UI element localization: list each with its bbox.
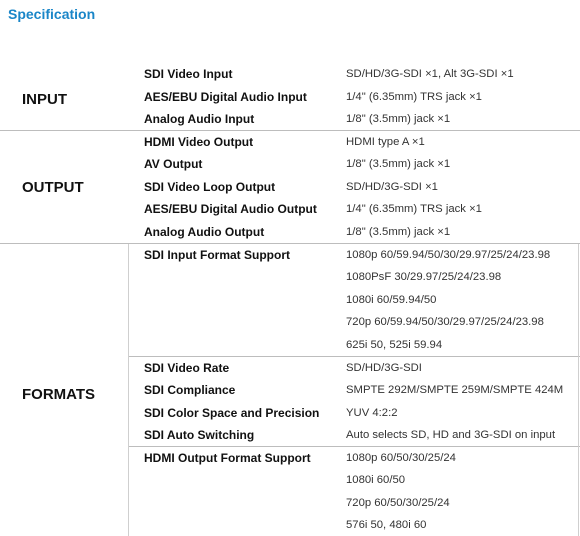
column-divider bbox=[578, 244, 579, 536]
spec-value: 1/8" (3.5mm) jack ×1 bbox=[346, 226, 451, 238]
subsection-divider bbox=[128, 356, 580, 357]
spec-name: SDI Input Format Support bbox=[144, 248, 290, 262]
page-title: Specification bbox=[8, 6, 96, 22]
category-output: OUTPUT bbox=[22, 179, 84, 196]
spec-value: 1/8" (3.5mm) jack ×1 bbox=[346, 158, 451, 170]
spec-name: SDI Auto Switching bbox=[144, 428, 255, 442]
category-input: INPUT bbox=[22, 91, 67, 108]
section-divider bbox=[0, 243, 580, 244]
spec-name: HDMI Output Format Support bbox=[144, 451, 311, 465]
column-divider bbox=[128, 244, 129, 536]
section-divider bbox=[0, 130, 580, 131]
spec-name: SDI Video Loop Output bbox=[144, 180, 276, 194]
spec-name: HDMI Video Output bbox=[144, 135, 254, 149]
spec-value: YUV 4:2:2 bbox=[346, 407, 398, 419]
spec-name: SDI Video Input bbox=[144, 67, 233, 81]
spec-value: 576i 50, 480i 60 bbox=[346, 519, 427, 531]
spec-value: SMPTE 292M/SMPTE 259M/SMPTE 424M bbox=[346, 384, 564, 396]
spec-value: HDMI type A ×1 bbox=[346, 136, 425, 148]
spec-value: 720p 60/59.94/50/30/29.97/25/24/23.98 bbox=[346, 316, 544, 328]
subsection-divider bbox=[128, 446, 580, 447]
spec-value: Auto selects SD, HD and 3G-SDI on input bbox=[346, 429, 556, 441]
spec-name: Analog Audio Input bbox=[144, 112, 255, 126]
spec-value: 1080i 60/59.94/50 bbox=[346, 294, 437, 306]
spec-value: 1080p 60/59.94/50/30/29.97/25/24/23.98 bbox=[346, 249, 551, 261]
spec-value: SD/HD/3G-SDI bbox=[346, 362, 422, 374]
spec-value: 1080p 60/50/30/25/24 bbox=[346, 452, 456, 464]
spec-value: 1/4" (6.35mm) TRS jack ×1 bbox=[346, 203, 482, 215]
spec-name: SDI Color Space and Precision bbox=[144, 406, 320, 420]
category-formats: FORMATS bbox=[22, 386, 96, 403]
spec-value: 1/4" (6.35mm) TRS jack ×1 bbox=[346, 91, 482, 103]
spec-name: SDI Video Rate bbox=[144, 361, 230, 375]
spec-name: Analog Audio Output bbox=[144, 225, 265, 239]
spec-name: SDI Compliance bbox=[144, 383, 236, 397]
spec-name: AV Output bbox=[144, 157, 203, 171]
spec-value: SD/HD/3G-SDI ×1 bbox=[346, 181, 438, 193]
spec-value: 1080i 60/50 bbox=[346, 474, 406, 486]
spec-value: SD/HD/3G-SDI ×1, Alt 3G-SDI ×1 bbox=[346, 68, 514, 80]
spec-name: AES/EBU Digital Audio Output bbox=[144, 202, 317, 216]
spec-name: AES/EBU Digital Audio Input bbox=[144, 90, 307, 104]
spec-value: 1/8" (3.5mm) jack ×1 bbox=[346, 113, 451, 125]
spec-value: 625i 50, 525i 59.94 bbox=[346, 339, 443, 351]
spec-value: 720p 60/50/30/25/24 bbox=[346, 497, 450, 509]
spec-value: 1080PsF 30/29.97/25/24/23.98 bbox=[346, 271, 502, 283]
